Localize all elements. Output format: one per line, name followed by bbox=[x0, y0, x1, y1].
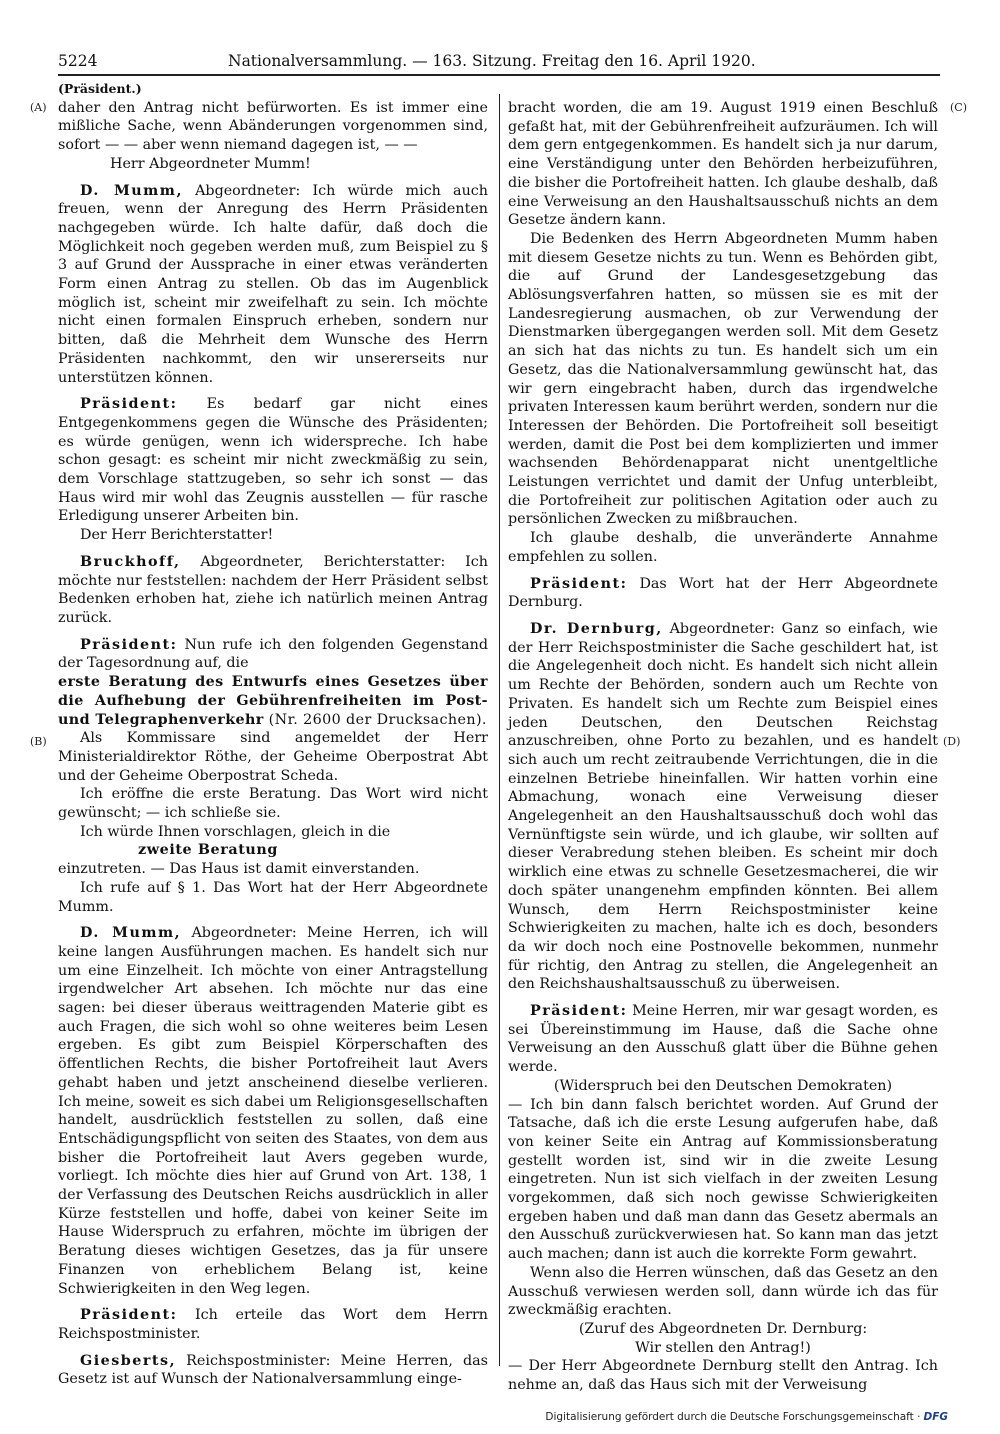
paragraph: Ich würde Ihnen vorschlagen, gleich in die bbox=[80, 823, 391, 840]
speech-giesberts bbox=[58, 1352, 488, 1389]
speech-president-2 bbox=[58, 636, 488, 673]
paragraph: Herr Abgeordneter Mumm! bbox=[110, 155, 311, 172]
speech-bruckhoff bbox=[58, 553, 488, 628]
speech-text: Abgeordneter: Ich würde mich auch freuen, wenn der Anregung des Herrn Präsidenten nachgegeben würde. Ich halte dafür, daß doch die Möglichkeit noch gegeben werden muß, zum Beispiel zu § 3 auf Grund der Aussprache in einer etwas veränderten Form einen Antrag zu stellen. Ob das im Augenblick möglich ist, scheint mir zweifelhaft zu sein. Ich möchte nicht einen formalen Einspruch erheben, sondern nur bitten, daß die Mehrheit dem Wunsche des Herrn Präsidenten nachkommt, den wir unsererseits nur unterstützen können. bbox=[58, 182, 488, 386]
agenda-title: erste Beratung des Entwurfs eines Gesetzes über die Aufhebung der Gebührenfreiheiten im Post- und Telegraphenverkehr bbox=[58, 674, 488, 728]
paragraph: Der Herr Berichterstatter! bbox=[80, 527, 274, 544]
agenda-second-reading: zweite Beratung bbox=[138, 842, 278, 859]
page-number: 5224 bbox=[58, 52, 98, 70]
interjection: (Widerspruch bei den Deutschen Demokraten) bbox=[553, 1077, 893, 1094]
paragraph: Als Kommissare sind angemeldet der Herr Ministerialdirektor Röthe, der Geheime Oberpostrat Abt und der Geheime Oberpostrat Scheda. bbox=[58, 730, 488, 784]
margin-marker-c: (C) bbox=[950, 101, 967, 114]
speaker-name: Präsident: bbox=[80, 396, 178, 413]
speaker-name: D. Mumm, bbox=[80, 925, 182, 942]
speaker-name: Präsident: bbox=[530, 575, 628, 592]
speech-text: Abgeordneter: Meine Herren, ich will keine langen Ausführungen machen. Es handelt sich nur um eine Einzelheit. Ich möchte von einer Antragstellung irgendwelcher Art absehen. Ich möchte nur das eine sagen: bei dieser überaus weittragenden Materie gibt es auch Fragen, die sich wohl so ohne weiteres beim Lesen ergeben. Es gibt zum Beispiel Körperschaften des öffentlichen Rechts, die bisher Portofreiheit laut Avers gehabt haben und jetzt anscheinend dieselbe verlieren. Ich meine, soweit es sich dabei um Religionsgesellschaften handelt, ausdrücklich feststellen zu sollen, daß eine Entschädigungspflicht von seiten des Staates, von dem aus bisher die Portofreiheit laut Avers gegeben wurde, vorliegt. Ich möchte dies hier auf Grund von Art. 138, 1 der Verfassung des Deutschen Reichs ausdrücklich in aller Kürze feststellen und hoffe, dabei von keiner Seite im Hause Widerspruch zu erfahren, möchte im übrigen der Beratung dieses wichtigen Gesetzes, das ja für unsere Finanzen von erheblichem Belang ist, keine Schwierigkeiten in den Weg legen. bbox=[58, 925, 488, 1297]
speech-mumm-2 bbox=[58, 924, 488, 1298]
speech-text: Ich erteile das Wort dem Herrn Reichspostminister. bbox=[58, 1307, 488, 1342]
speech-text: Nun rufe ich den folgenden Gegenstand der Tagesordnung auf, die bbox=[58, 636, 488, 672]
credit-text: Digitalisierung gefördert durch die Deutsche Forschungsgemeinschaft · bbox=[545, 1411, 921, 1423]
paragraph: Ich eröffne die erste Beratung. Das Wort wird nicht gewünscht; — ich schließe sie. bbox=[58, 786, 488, 822]
header-rule bbox=[58, 74, 940, 76]
right-column bbox=[508, 99, 938, 1395]
speech-president-3 bbox=[58, 1306, 488, 1343]
speaker-name: Präsident: bbox=[80, 1307, 178, 1324]
speech-text: Abgeordneter: Ganz so einfach, wie der Herr Reichspostminister die Sache geschildert hat, ist die Angelegenheit doch nicht. Es handelt sich nicht allein um Rechte der Behörden, sondern auch um Rechte von Privaten. Es handelt sich um Rechte zum Beispiel eines jeden Deutschen, den Deutschen Reichstag anzuschreiben, ohne Porto zu bezahlen, und es handelt sich auch um recht zeitraubende Verrichtungen, die in die einzelnen Betriebe hineinfallen. Wir hatten vorhin eine Abmachung, wonach eine Verweisung dieser Angelegenheit an den Haushaltsausschuß doch wohl das Vernünftigste sein würde, und ich glaube, wir sollten auf dieser Verabredung stehen bleiben. Es scheint mir doch wirklich eine etwas zu schnelle Gesetzesmacherei, die wir doch später unangenehm empfinden könnten. Bei allem Wunsch, dem Herrn Reichspostminister keine Schwierigkeiten zu machen, halte ich es doch, besonders da wir doch noch eine Postnovelle bekommen, nunmehr für richtig, den Antrag zu stellen, die Angelegenheit an den Reichshaushaltsausschuß zu überweisen. bbox=[508, 620, 938, 993]
speech-dernburg bbox=[508, 620, 938, 994]
paragraph: Ich glaube deshalb, die unveränderte Annahme empfehlen zu sollen. bbox=[508, 530, 938, 565]
paragraph: — Der Herr Abgeordnete Dernburg stellt den Antrag. Ich nehme an, daß das Haus sich mit der Verweisung bbox=[508, 1358, 938, 1394]
speech-mumm-1 bbox=[58, 182, 488, 388]
speech-text: Es bedarf gar nicht eines Entgegenkommens gegen die Wünsche des Präsidenten; es würde genügen, wenn ich widerspreche. Ich habe schon gesagt: es scheint mir nicht zweckmäßig zu sein, dem Vorschlage stattzugeben, so sehr ich sonst — das Haus wird mir wohl das Zeugnis ausstellen — für rasche Erledigung unserer Arbeiten bin. bbox=[58, 396, 488, 525]
interjection: (Zuruf des Abgeordneten Dr. Dernburg: bbox=[578, 1321, 868, 1337]
speech-president-5 bbox=[508, 1002, 938, 1077]
paragraph: — Ich bin dann falsch berichtet worden. Auf Grund der Tatsache, daß ich die erste Lesung aufgerufen habe, daß von keiner Seite ein Antrag auf Kommissionsberatung gestellt worden ist, sind wir in die zweite Lesung eingetreten. Nun ist sich vielfach in der zweiten Lesung vorgekommen, daß sich noch gewisse Schwierigkeiten ergeben haben und daß man dann das Gesetz abermals an den Ausschuß zurückverwiesen hat. So kann man das jetzt auch machen; dann ist auch die korrekte Form gewahrt. bbox=[508, 1096, 938, 1263]
digitization-credit bbox=[545, 1411, 948, 1423]
dfg-logo: DFG bbox=[923, 1411, 948, 1423]
paragraph: Die Bedenken des Herrn Abgeordneten Mumm haben mit diesem Gesetze nichts zu tun. Wenn es Behörden gibt, die auf Grund der Landesgesetzgebung das Ablösungsverfahren hatten, so müssen sie es mit der Landesregierung ausmachen, ob zur Verwendung der Dienstmarken übergegangen werden soll. Mit dem Gesetz an sich hat das nichts zu tun. Es handelt sich um ein Gesetz, das die Nationalversammlung gewünscht hat, das wir gern eingebracht haben, durch das irgendwelche privaten Interessen kaum berührt werden, sondern nur die Interessen der Behörden. Die Portofreiheit soll beseitigt werden, damit die Post bei dem komplizierten und immer wachsenden Behördenapparat nicht unentgeltliche Leistungen verrichtet und damit der Unfug unterbleibt, die Portofreiheit zur politischen Agitation oder auch zu persönlichen Zwecken zu mißbrauchen. bbox=[508, 230, 938, 528]
agenda-item bbox=[58, 673, 488, 729]
paragraph: Wenn also die Herren wünschen, daß das Gesetz an den Ausschuß verwiesen werden soll, dann würde ich das für zweckmäßig erachten. bbox=[508, 1264, 938, 1319]
paragraph: Ich rufe auf § 1. Das Wort hat der Herr Abgeordnete Mumm. bbox=[58, 879, 488, 915]
running-title: Nationalversammlung. — 163. Sitzung. Freitag den 16. April 1920. bbox=[228, 52, 756, 70]
interjection: Wir stellen den Antrag!) bbox=[635, 1339, 811, 1356]
continued-speaker-label: (Präsident.) bbox=[58, 81, 142, 96]
column-divider bbox=[499, 94, 500, 1366]
margin-marker-d: (D) bbox=[943, 735, 961, 748]
paragraph: daher den Antrag nicht befürworten. Es ist immer eine mißliche Sache, wenn Abänderungen vorgenommen sind, sofort — — aber wenn niemand dagegen ist, — — bbox=[58, 99, 488, 154]
agenda-reference: (Nr. 2600 der Drucksachen). bbox=[263, 711, 487, 728]
speaker-name: Präsident: bbox=[530, 1003, 628, 1020]
speech-text: Reichspostminister: Meine Herren, das Gesetz ist auf Wunsch der Nationalversammlung einge- bbox=[58, 1352, 488, 1388]
left-column bbox=[58, 80, 488, 1389]
speaker-name: Präsident: bbox=[80, 636, 178, 653]
speech-text: Meine Herren, mir war gesagt worden, es sei Übereinstimmung im Hause, daß die Sache ohne Verweisung an den Ausschuß glatt über die Bühne gehen werde. bbox=[508, 1003, 938, 1076]
speech-president-1 bbox=[58, 395, 488, 526]
paragraph: bracht worden, die am 19. August 1919 einen Beschluß gefaßt hat, mit der Gebührenfreiheit aufzuräumen. Ich will dem gern entgegenkommen. Es handelt sich ja nur darum, eine Verständigung unter den Behörden herbeizuführen, die bisher die Portofreiheit hatten. Ich glaube deshalb, daß eine Verweisung an den Haushaltsausschuß nichts an dem Gesetze ändern kann. bbox=[508, 100, 938, 229]
speaker-name: D. Mumm, bbox=[80, 182, 183, 199]
speaker-name: Giesberts, bbox=[80, 1352, 177, 1369]
margin-marker-a: (A) bbox=[30, 101, 47, 114]
paragraph: einzutreten. — Das Haus ist damit einverstanden. bbox=[58, 861, 420, 878]
speaker-name: Bruckhoff, bbox=[80, 553, 181, 570]
margin-marker-b: (B) bbox=[30, 735, 47, 748]
speech-text: Abgeordneter, Berichterstatter: Ich möchte nur feststellen: nachdem der Herr Präsident selbst Bedenken erhoben hat, ziehe ich natürlich meinen Antrag zurück. bbox=[58, 553, 488, 626]
speech-text: Das Wort hat der Herr Abgeordnete Dernburg. bbox=[508, 575, 938, 611]
speech-president-4 bbox=[508, 575, 938, 612]
speaker-name: Dr. Dernburg, bbox=[530, 620, 663, 637]
